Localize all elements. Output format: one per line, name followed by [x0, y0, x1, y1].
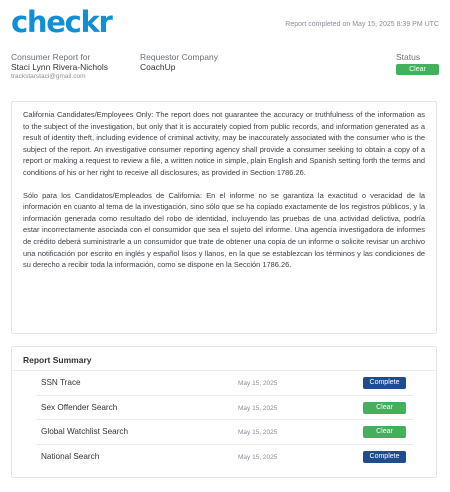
check-status-badge: Clear	[363, 402, 406, 414]
requestor-info	[140, 52, 218, 72]
report-header	[11, 52, 439, 86]
consumer-label: Consumer Report for	[11, 52, 91, 62]
summary-row-ssn-trace[interactable]	[36, 371, 413, 396]
report-summary	[11, 346, 437, 478]
summary-row-national-search[interactable]	[36, 445, 413, 470]
consumer-info	[11, 52, 108, 81]
disclaimer-english: California Candidates/Employees Only: The report does not guarantee the accuracy or truthfulness of the information as to the subject of the investigation, but only that it is accurately copied from public records, and information generated as a result of identity theft, including evidence of criminal activity, may be inaccurately associated with the consumer who is the subject of the report. An investigative consumer reporting agency shall provide a consumer seeking to obtain a copy of a report or making a request to review a file, a written notice in simple, plain English and Spanish setting forth the terms and conditions of his or her right to receive all disclosures, as provided in Section 1786.26.	[23, 110, 425, 177]
summary-row-sex-offender-search[interactable]	[36, 396, 413, 421]
report-summary-title: Report Summary	[12, 347, 436, 371]
requestor-label: Requestor Company	[140, 52, 218, 62]
check-date: May 15, 2025	[238, 429, 278, 436]
check-date: May 15, 2025	[238, 404, 278, 412]
consumer-name: Staci Lynn Rivera-Nichols	[11, 62, 108, 72]
check-name[interactable]: National Search	[41, 451, 100, 461]
disclaimer-spanish: Sólo para los Candidatos/Empleados de California: En el informe no se garantiza la exactitud o veracidad de la información en cuanto al tema de la investigación, sino sólo que se ha copiado exactamente de los registros públicos, y la información generada como resultado del robo de identidad, incluyendo las pruebas de una actividad delictiva, podría estar incorrectamente asociada con el consumidor que sea el sujeto del informe. Una agencia investigadora de informes de crédito deberá suministrarle a un consumidor que trate de obtener una copia de un informe o solicite revisar un archivo una notificación por escrito en inglés y español lisos y llanos, en la que se establezcan los términos y las condiciones de su derecho a recibir toda la información, como se dispone en la Sección 1786.26.	[23, 190, 425, 270]
check-status-badge: Complete	[363, 451, 406, 463]
check-status-badge: Clear	[363, 426, 406, 438]
check-name[interactable]: SSN Trace	[41, 378, 81, 387]
check-name[interactable]: Global Watchlist Search	[41, 427, 129, 436]
consumer-email: trackstarstaci@gmail.com	[11, 73, 86, 80]
checkr-logo: checkr	[11, 5, 112, 39]
summary-row-global-watchlist-search[interactable]	[36, 420, 413, 445]
summary-rows	[36, 371, 413, 469]
status-badge: Clear	[396, 64, 439, 75]
check-date: May 15, 2025	[238, 453, 278, 461]
status-info	[396, 52, 439, 75]
california-disclaimer	[11, 101, 437, 334]
check-name[interactable]: Sex Offender Search	[41, 402, 118, 412]
status-label: Status	[396, 52, 421, 62]
check-status-badge: Complete	[363, 377, 406, 389]
check-date: May 15, 2025	[238, 380, 278, 387]
report-completed-timestamp: Report completed on May 15, 2025 8:39 PM UTC	[285, 21, 439, 28]
requestor-name: CoachUp	[140, 62, 176, 72]
